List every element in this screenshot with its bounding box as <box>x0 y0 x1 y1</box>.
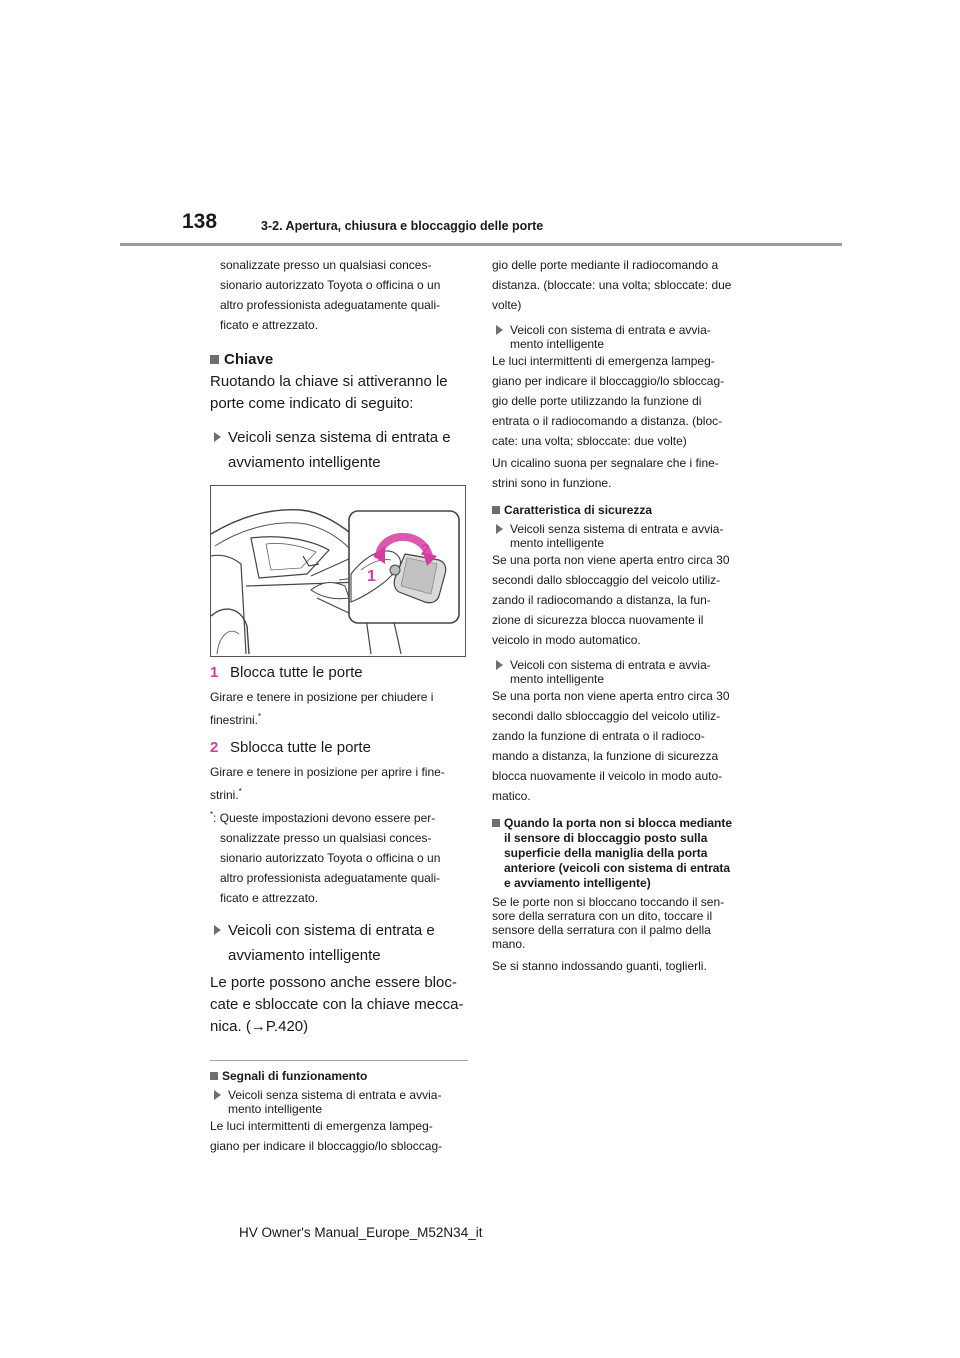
triangle-bullet-icon <box>214 432 221 442</box>
text-line: entrata o il radiocomando a distanza. (bloc- <box>492 414 723 428</box>
text-line: giano per indicare il bloccaggio/lo sbloccag- <box>492 374 725 388</box>
text-line: Le luci intermittenti di emergenza lampeg- <box>492 354 715 368</box>
text-line: avviamento intelligente <box>228 947 381 964</box>
text-line: *: Queste impostazioni devono essere per- <box>210 810 436 825</box>
square-bullet-icon <box>492 819 500 827</box>
signals-subsection <box>210 1088 468 1116</box>
text-line: strini.* <box>210 787 242 802</box>
security-paragraph-2 <box>492 686 757 806</box>
item2-desc <box>210 762 468 805</box>
text-line: Veicoli con sistema di entrata e avvia- <box>510 658 711 672</box>
text-line: Veicoli con sistema di entrata e avvia- <box>510 323 711 337</box>
text-line: Veicoli senza sistema di entrata e <box>228 429 451 446</box>
item-number: 1 <box>210 664 219 681</box>
buzzer-paragraph <box>492 453 757 493</box>
signals-paragraph <box>210 1116 468 1156</box>
text-line: distanza. (bloccate: una volta; sbloccate: due <box>492 278 732 292</box>
item-number: 2 <box>210 739 219 756</box>
no-lock-paragraph <box>492 895 757 951</box>
text-line: Le porte possono anche essere bloc- <box>210 974 457 991</box>
square-bullet-icon <box>210 355 219 364</box>
manual-footer: HV Owner's Manual_Europe_M52N34_it <box>239 1225 483 1240</box>
text-line: cate e sbloccate con la chiave mecca- <box>210 996 464 1013</box>
text-line: altro professionista adeguatamente quali- <box>220 298 441 312</box>
text-line: Girare e tenere in posizione per chiudere i <box>210 690 434 704</box>
text-line: mento intelligente <box>510 337 605 351</box>
text-line: altro professionista adeguatamente quali- <box>220 871 441 885</box>
text-line: Veicoli con sistema di entrata e <box>228 922 435 939</box>
header-rule <box>120 243 842 246</box>
text-line: Veicoli senza sistema di entrata e avvia- <box>510 522 724 536</box>
text-line: sionario autorizzato Toyota o officina o un <box>220 851 441 865</box>
chiave-heading: Chiave <box>210 349 468 371</box>
item-lock-all <box>210 663 468 683</box>
text-line: mento intelligente <box>228 1102 323 1116</box>
text-line: sore della serratura con un dito, toccare il <box>492 909 713 923</box>
footnote <box>210 805 468 908</box>
text-line: Veicoli senza sistema di entrata e avvia- <box>228 1088 442 1102</box>
left-column <box>210 255 468 1156</box>
callout-2: 2 <box>421 542 430 559</box>
smart-paragraph <box>492 351 757 451</box>
continuation-paragraph <box>492 255 757 315</box>
text-line: blocca nuovamente il veicolo in modo auto- <box>492 769 723 783</box>
car-door-key-illustration <box>211 486 465 656</box>
callout-1: 1 <box>367 568 376 585</box>
text-line: secondi dallo sbloccaggio del veicolo utiliz- <box>492 573 721 587</box>
square-bullet-icon <box>492 506 500 514</box>
subsection-no-smart-entry <box>210 425 468 475</box>
triangle-bullet-icon <box>496 660 503 670</box>
text-line: finestrini.* <box>210 712 262 727</box>
text-line: porte come indicato di seguito: <box>210 395 414 412</box>
text-line: strini sono in funzione. <box>492 476 612 490</box>
text-line: sensore della serratura con il palmo della <box>492 923 711 937</box>
text-line: matico. <box>492 789 531 803</box>
square-bullet-icon <box>210 1072 218 1080</box>
security-subsection-smart <box>492 658 757 686</box>
security-subsection-no-smart <box>492 522 757 550</box>
text-line: Le luci intermittenti di emergenza lampeg- <box>210 1119 433 1133</box>
text-line: secondi dallo sbloccaggio del veicolo utiliz- <box>492 709 721 723</box>
text-line: giano per indicare il bloccaggio/lo sbloccag- <box>210 1139 443 1153</box>
triangle-bullet-icon <box>214 925 221 935</box>
item-unlock-all <box>210 738 468 758</box>
triangle-bullet-icon <box>214 1090 221 1100</box>
text-line: ficato e attrezzato. <box>220 891 319 905</box>
text-line: zione di sicurezza blocca nuovamente il <box>492 613 704 627</box>
text-line: mando a distanza, la funzione di sicurezza <box>492 749 719 763</box>
text-line: veicolo in modo automatico. <box>492 633 641 647</box>
security-paragraph-1 <box>492 550 757 650</box>
text-line: mento intelligente <box>510 536 605 550</box>
text-line: gio delle porte utilizzando la funzione di <box>492 394 702 408</box>
text-line: cate: una volta; sbloccate: due volte) <box>492 434 687 448</box>
gloves-text: Se si stanno indossando guanti, toglierli. <box>492 959 707 973</box>
right-column <box>492 255 757 973</box>
text-line: Se una porta non viene aperta entro circa 30 <box>492 689 730 703</box>
text-line: ficato e attrezzato. <box>220 318 319 332</box>
text-line: Se una porta non viene aperta entro circa 30 <box>492 553 730 567</box>
text-line: Ruotando la chiave si attiveranno le <box>210 373 448 390</box>
text-line: sionario autorizzato Toyota o officina o un <box>220 278 441 292</box>
smart-paragraph <box>210 972 468 1038</box>
text-line: mano. <box>492 937 526 951</box>
text-line: Girare e tenere in posizione per aprire i fine- <box>210 765 445 779</box>
text-line: sonalizzate presso un qualsiasi conces- <box>220 831 432 845</box>
section-divider <box>210 1060 468 1061</box>
section-title: 3-2. Apertura, chiusura e bloccaggio delle porte <box>261 219 544 233</box>
text-line: gio delle porte mediante il radiocomando a <box>492 258 719 272</box>
key-illustration <box>210 485 466 657</box>
text-line: Un cicalino suona per segnalare che i fine- <box>492 456 719 470</box>
page-number: 138 <box>182 210 218 233</box>
item-label: Sblocca tutte le porte <box>230 739 371 756</box>
security-heading: Caratteristica di sicurezza <box>492 503 757 518</box>
subsection-smart-entry <box>210 918 468 968</box>
signals-heading: Segnali di funzionamento <box>210 1069 468 1084</box>
text-line: zando la funzione di entrata o il radioco- <box>492 729 705 743</box>
arrow-right-icon: → <box>250 1018 266 1035</box>
item-label: Blocca tutte le porte <box>230 664 363 681</box>
triangle-bullet-icon <box>496 325 503 335</box>
text-line: zando il radiocomando a distanza, la fun- <box>492 593 711 607</box>
text-line: mento intelligente <box>510 672 605 686</box>
no-lock-heading: Quando la porta non si blocca mediante il sensore di bloccaggio posto sulla superficie della maniglia della porta anteriore (veicoli con sistema di entrata e avviamento intelligente) <box>492 816 757 891</box>
text-line: nica. (→P.420) <box>210 1018 309 1035</box>
text-line: Se le porte non si bloccano toccando il sen- <box>492 895 725 909</box>
page-ref-link[interactable]: →P.420) <box>250 1018 309 1035</box>
text-line: sonalizzate presso un qualsiasi conces- <box>220 258 432 272</box>
text-line: avviamento intelligente <box>228 454 381 471</box>
intro-paragraph <box>210 255 468 335</box>
text-line: volte) <box>492 298 522 312</box>
chiave-paragraph <box>210 371 468 415</box>
triangle-bullet-icon <box>496 524 503 534</box>
smart-subsection <box>492 323 757 351</box>
item1-desc <box>210 687 468 730</box>
